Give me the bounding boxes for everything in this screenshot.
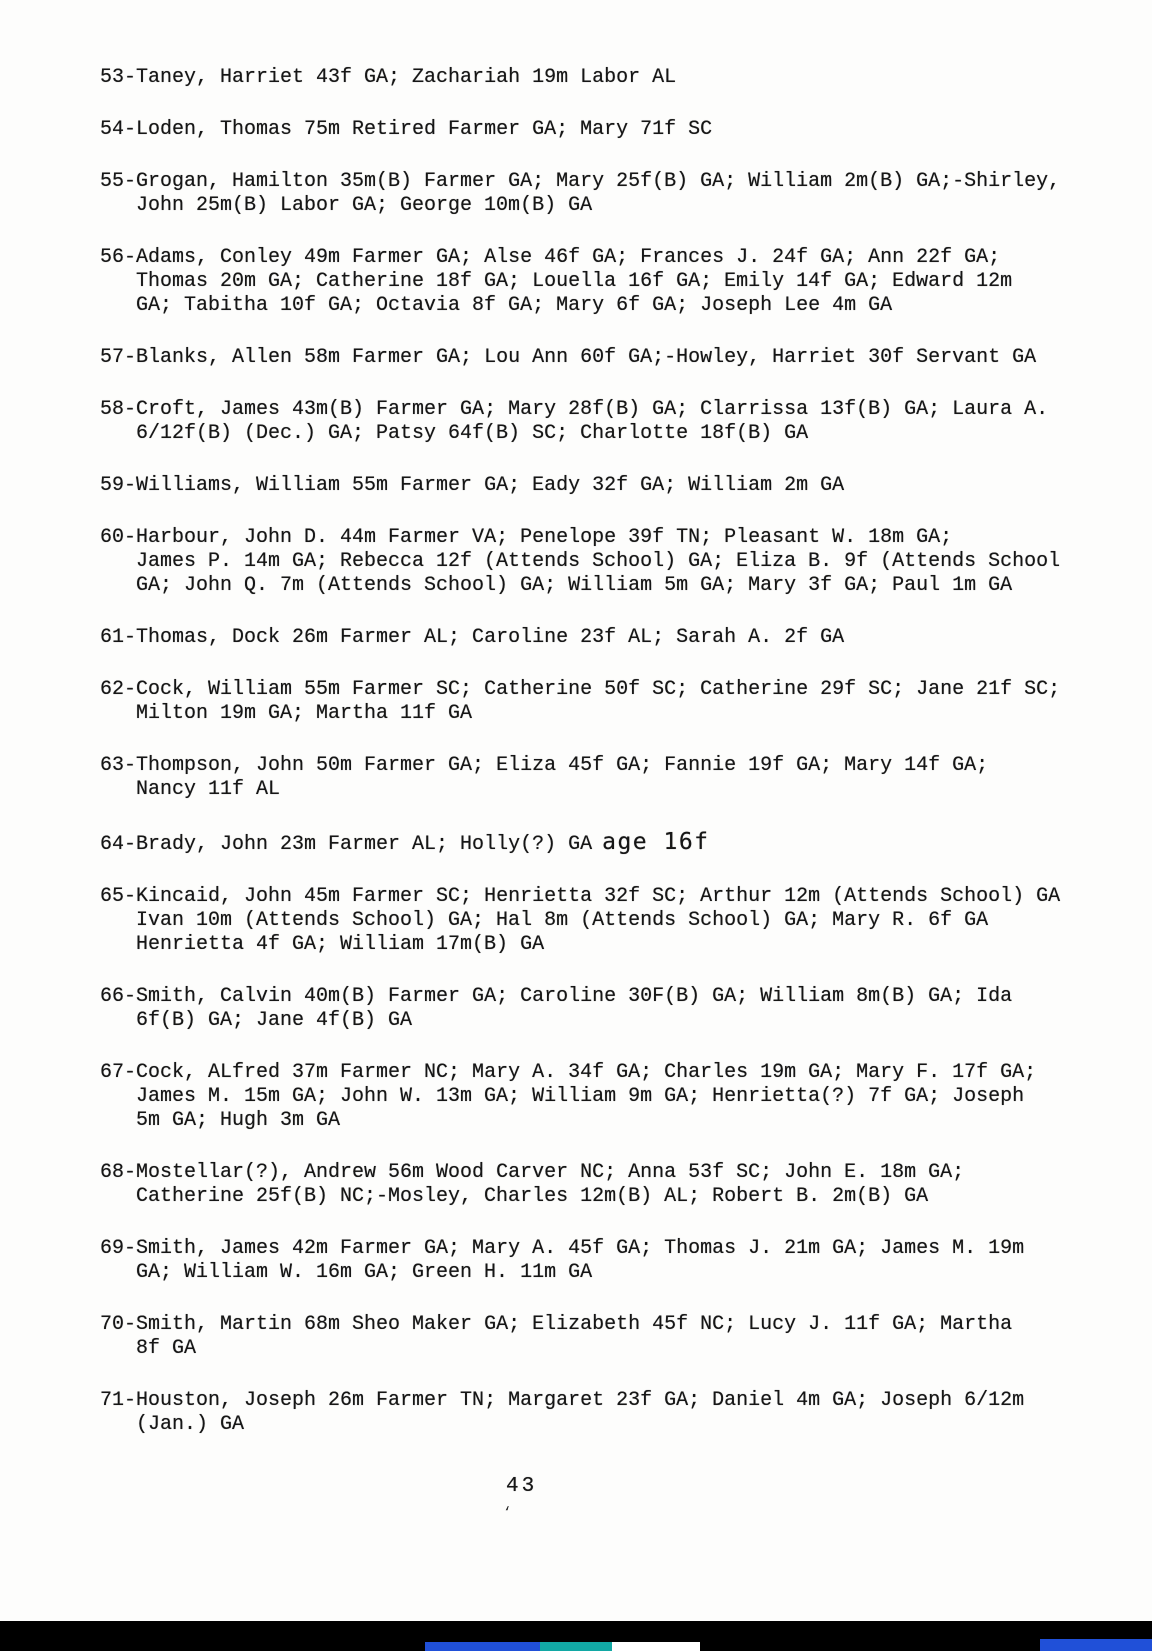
entry-continuation-line: James P. 14m GA; Rebecca 12f (Attends School) GA; Eliza B. 9f (Attends School [136,550,1061,573]
entry-continuation-line: 6f(B) GA; Jane 4f(B) GA [136,1009,413,1032]
scan-color-segment-blue-right [1040,1639,1152,1651]
entry-first-line: 56-Adams, Conley 49m Farmer GA; Alse 46f GA; Frances J. 24f GA; Ann 22f GA; [100,246,1001,269]
census-entry [100,754,1060,802]
census-entry [100,1161,1060,1209]
entry-continuation-line: John 25m(B) Labor GA; George 10m(B) GA [136,194,593,217]
entry-continuation-line: Ivan 10m (Attends School) GA; Hal 8m (Attends School) GA; Mary R. 6f GA [136,909,989,932]
scan-color-segment-teal [540,1642,612,1651]
entry-continuation-line: (Jan.) GA [136,1413,245,1436]
entry-first-line: 55-Grogan, Hamilton 35m(B) Farmer GA; Mary 25f(B) GA; William 2m(B) GA;-Shirley, [100,170,1061,193]
inserted-annotation: age 16f [602,829,710,855]
entry-continuation-line: 5m GA; Hugh 3m GA [136,1109,341,1132]
entry-first-line: 71-Houston, Joseph 26m Farmer TN; Margaret 23f GA; Daniel 4m GA; Joseph 6/12m [100,1389,1025,1412]
scan-color-segment-blue-left [425,1642,540,1651]
census-entry [100,830,1060,857]
scan-color-segment-white [612,1642,700,1651]
entry-first-line: 67-Cock, ALfred 37m Farmer NC; Mary A. 34f GA; Charles 19m GA; Mary F. 17f GA; [100,1061,1037,1084]
census-entry [100,626,1060,650]
entry-first-line: 58-Croft, James 43m(B) Farmer GA; Mary 28f(B) GA; Clarrissa 13f(B) GA; Laura A. [100,398,1049,421]
census-entry [100,246,1060,318]
entry-continuation-line: Thomas 20m GA; Catherine 18f GA; Louella 16f GA; Emily 14f GA; Edward 12m [136,270,1013,293]
census-entry [100,66,1060,90]
census-entry [100,474,1060,498]
entry-continuation-line: James M. 15m GA; John W. 13m GA; William 9m GA; Henrietta(?) 7f GA; Joseph [136,1085,1025,1108]
entry-first-line: 53-Taney, Harriet 43f GA; Zachariah 19m Labor AL [100,66,677,89]
entry-first-line: 57-Blanks, Allen 58m Farmer GA; Lou Ann 60f GA;-Howley, Harriet 30f Servant GA [100,346,1037,369]
scan-edge-artifact [0,1621,1152,1651]
census-entry [100,170,1060,218]
entry-continuation-line: Henrietta 4f GA; William 17m(B) GA [136,933,545,956]
census-entry [100,1313,1060,1361]
entry-first-line: 54-Loden, Thomas 75m Retired Farmer GA; Mary 71f SC [100,118,713,141]
entry-continuation-line: 6/12f(B) (Dec.) GA; Patsy 64f(B) SC; Charlotte 18f(B) GA [136,422,809,445]
entry-first-line: 60-Harbour, John D. 44m Farmer VA; Penelope 39f TN; Pleasant W. 18m GA; [100,526,953,549]
entry-continuation-line: GA; Tabitha 10f GA; Octavia 8f GA; Mary 6f GA; Joseph Lee 4m GA [136,294,893,317]
census-entry [100,678,1060,726]
entry-first-line: 64-Brady, John 23m Farmer AL; Holly(?) GA age 16f [100,829,710,856]
census-entry [100,526,1060,598]
stray-ink-mark: ‘ [503,1505,512,1521]
census-entry [100,118,1060,142]
entry-first-line: 61-Thomas, Dock 26m Farmer AL; Caroline 23f AL; Sarah A. 2f GA [100,626,845,649]
entry-first-line: 66-Smith, Calvin 40m(B) Farmer GA; Caroline 30F(B) GA; William 8m(B) GA; Ida [100,985,1013,1008]
entry-continuation-line: 8f GA [136,1337,197,1360]
census-entry [100,1389,1060,1437]
census-entry [100,346,1060,370]
census-entry [100,1061,1060,1133]
entry-first-line: 59-Williams, William 55m Farmer GA; Eady 32f GA; William 2m GA [100,474,845,497]
entry-first-line: 62-Cock, William 55m Farmer SC; Catherine 50f SC; Catherine 29f SC; Jane 21f SC; [100,678,1061,701]
census-entry [100,1237,1060,1285]
page-number: 43 [506,1475,538,1498]
census-entry [100,885,1060,957]
entry-first-line: 63-Thompson, John 50m Farmer GA; Eliza 45f GA; Fannie 19f GA; Mary 14f GA; [100,754,989,777]
entry-continuation-line: GA; John Q. 7m (Attends School) GA; William 5m GA; Mary 3f GA; Paul 1m GA [136,574,1013,597]
entry-continuation-line: Milton 19m GA; Martha 11f GA [136,702,473,725]
entry-first-line: 70-Smith, Martin 68m Sheo Maker GA; Elizabeth 45f NC; Lucy J. 11f GA; Martha [100,1313,1013,1336]
entry-continuation-line: GA; William W. 16m GA; Green H. 11m GA [136,1261,593,1284]
entry-first-line: 65-Kincaid, John 45m Farmer SC; Henrietta 32f SC; Arthur 12m (Attends School) GA [100,885,1061,908]
entry-continuation-line: Nancy 11f AL [136,778,281,801]
entry-continuation-line: Catherine 25f(B) NC;-Mosley, Charles 12m(B) AL; Robert B. 2m(B) GA [136,1185,929,1208]
census-entry [100,985,1060,1033]
census-entry [100,398,1060,446]
entry-first-line: 68-Mostellar(?), Andrew 56m Wood Carver NC; Anna 53f SC; John E. 18m GA; [100,1161,965,1184]
census-entries [100,66,1060,1465]
entry-first-line: 69-Smith, James 42m Farmer GA; Mary A. 45f GA; Thomas J. 21m GA; James M. 19m [100,1237,1025,1260]
